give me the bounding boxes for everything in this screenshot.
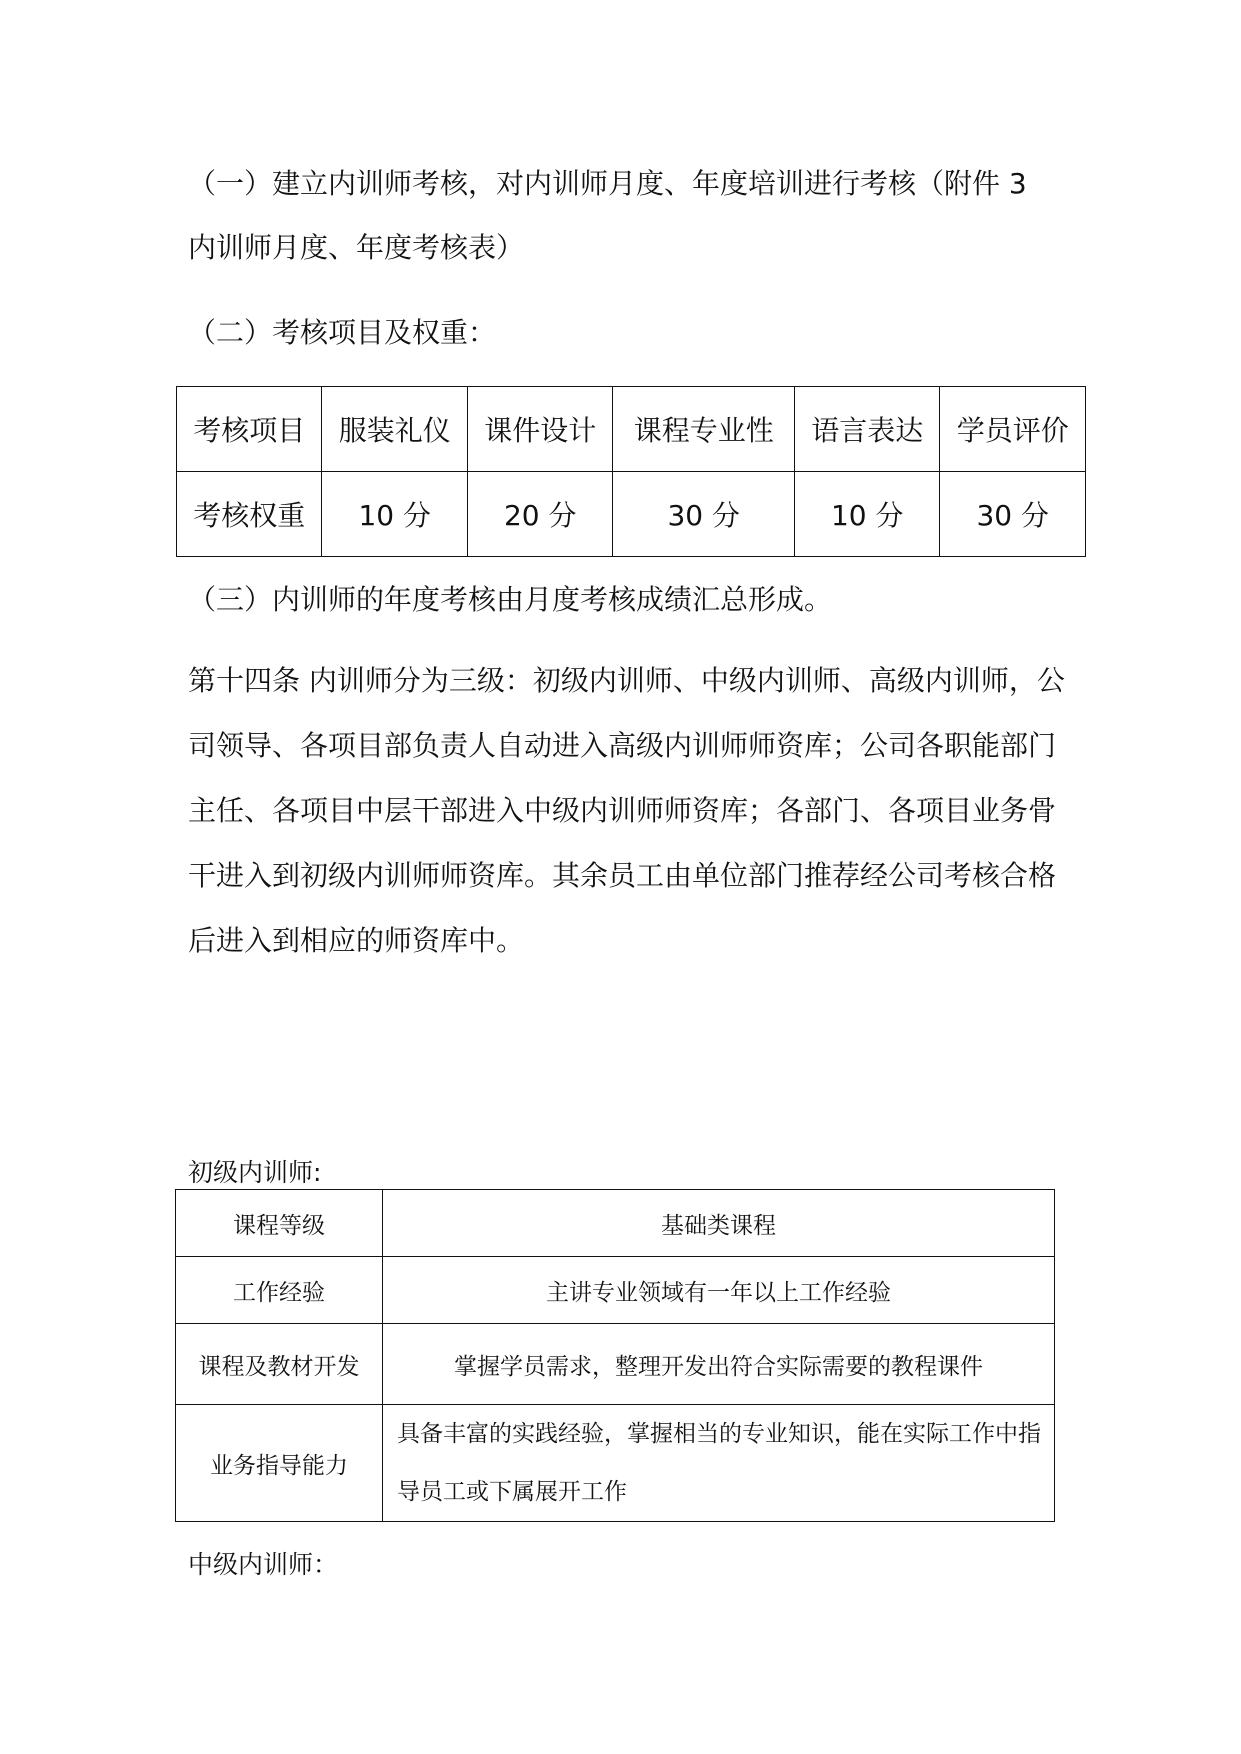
table-cell: 30 分 xyxy=(940,472,1086,557)
table-row xyxy=(176,1257,1055,1324)
table-row xyxy=(176,1405,1055,1522)
row-label: 课程等级 xyxy=(176,1190,383,1257)
table-row xyxy=(177,472,1086,557)
table-row xyxy=(176,1324,1055,1405)
middle-trainer-heading: 中级内训师： xyxy=(188,1550,339,1579)
table-cell: 考核权重 xyxy=(177,472,322,557)
paragraph-1-line-2: 内训师月度、年度考核表） xyxy=(188,231,525,264)
table-cell: 10 分 xyxy=(322,472,467,557)
table-cell: 课程专业性 xyxy=(613,387,795,472)
table-cell: 语言表达 xyxy=(794,387,939,472)
paragraph-1-line-1: （一）建立内训师考核，对内训师月度、年度培训进行考核（附件 3 xyxy=(188,167,1027,200)
table-cell: 20 分 xyxy=(467,472,612,557)
row-value: 基础类课程 xyxy=(383,1190,1055,1257)
table-cell: 服装礼仪 xyxy=(322,387,467,472)
article-14: 第十四条 内训师分为三级：初级内训师、中级内训师、高级内训师，公司领导、各项目部负责人自动进入高级内训师师资库；公司各职能部门主任、各项目中层干部进入中级内训师师资库；各部门、各项目业务骨干进入到初级内训师师资库。其余员工由单位部门推荐经公司考核合格后进入到相应的师资库中。 xyxy=(188,664,1065,957)
paragraph-2: （二）考核项目及权重： xyxy=(188,316,497,349)
junior-trainer-table xyxy=(175,1189,1055,1522)
row-value: 主讲专业领域有一年以上工作经验 xyxy=(383,1257,1055,1324)
table-cell: 30 分 xyxy=(613,472,795,557)
assessment-weights-table xyxy=(176,386,1086,557)
table-row xyxy=(177,387,1086,472)
row-label: 业务指导能力 xyxy=(176,1405,383,1522)
table-cell: 考核项目 xyxy=(177,387,322,472)
row-value: 具备丰富的实践经验，掌握相当的专业知识，能在实际工作中指导员工或下属展开工作 xyxy=(383,1405,1055,1522)
junior-trainer-heading: 初级内训师: xyxy=(188,1158,322,1187)
table-cell: 学员评价 xyxy=(940,387,1086,472)
table-cell: 课件设计 xyxy=(467,387,612,472)
row-label: 课程及教材开发 xyxy=(176,1324,383,1405)
row-label: 工作经验 xyxy=(176,1257,383,1324)
row-value: 掌握学员需求，整理开发出符合实际需要的教程课件 xyxy=(383,1324,1055,1405)
table-row xyxy=(176,1190,1055,1257)
table-cell: 10 分 xyxy=(794,472,939,557)
paragraph-3: （三）内训师的年度考核由月度考核成绩汇总形成。 xyxy=(188,583,833,616)
